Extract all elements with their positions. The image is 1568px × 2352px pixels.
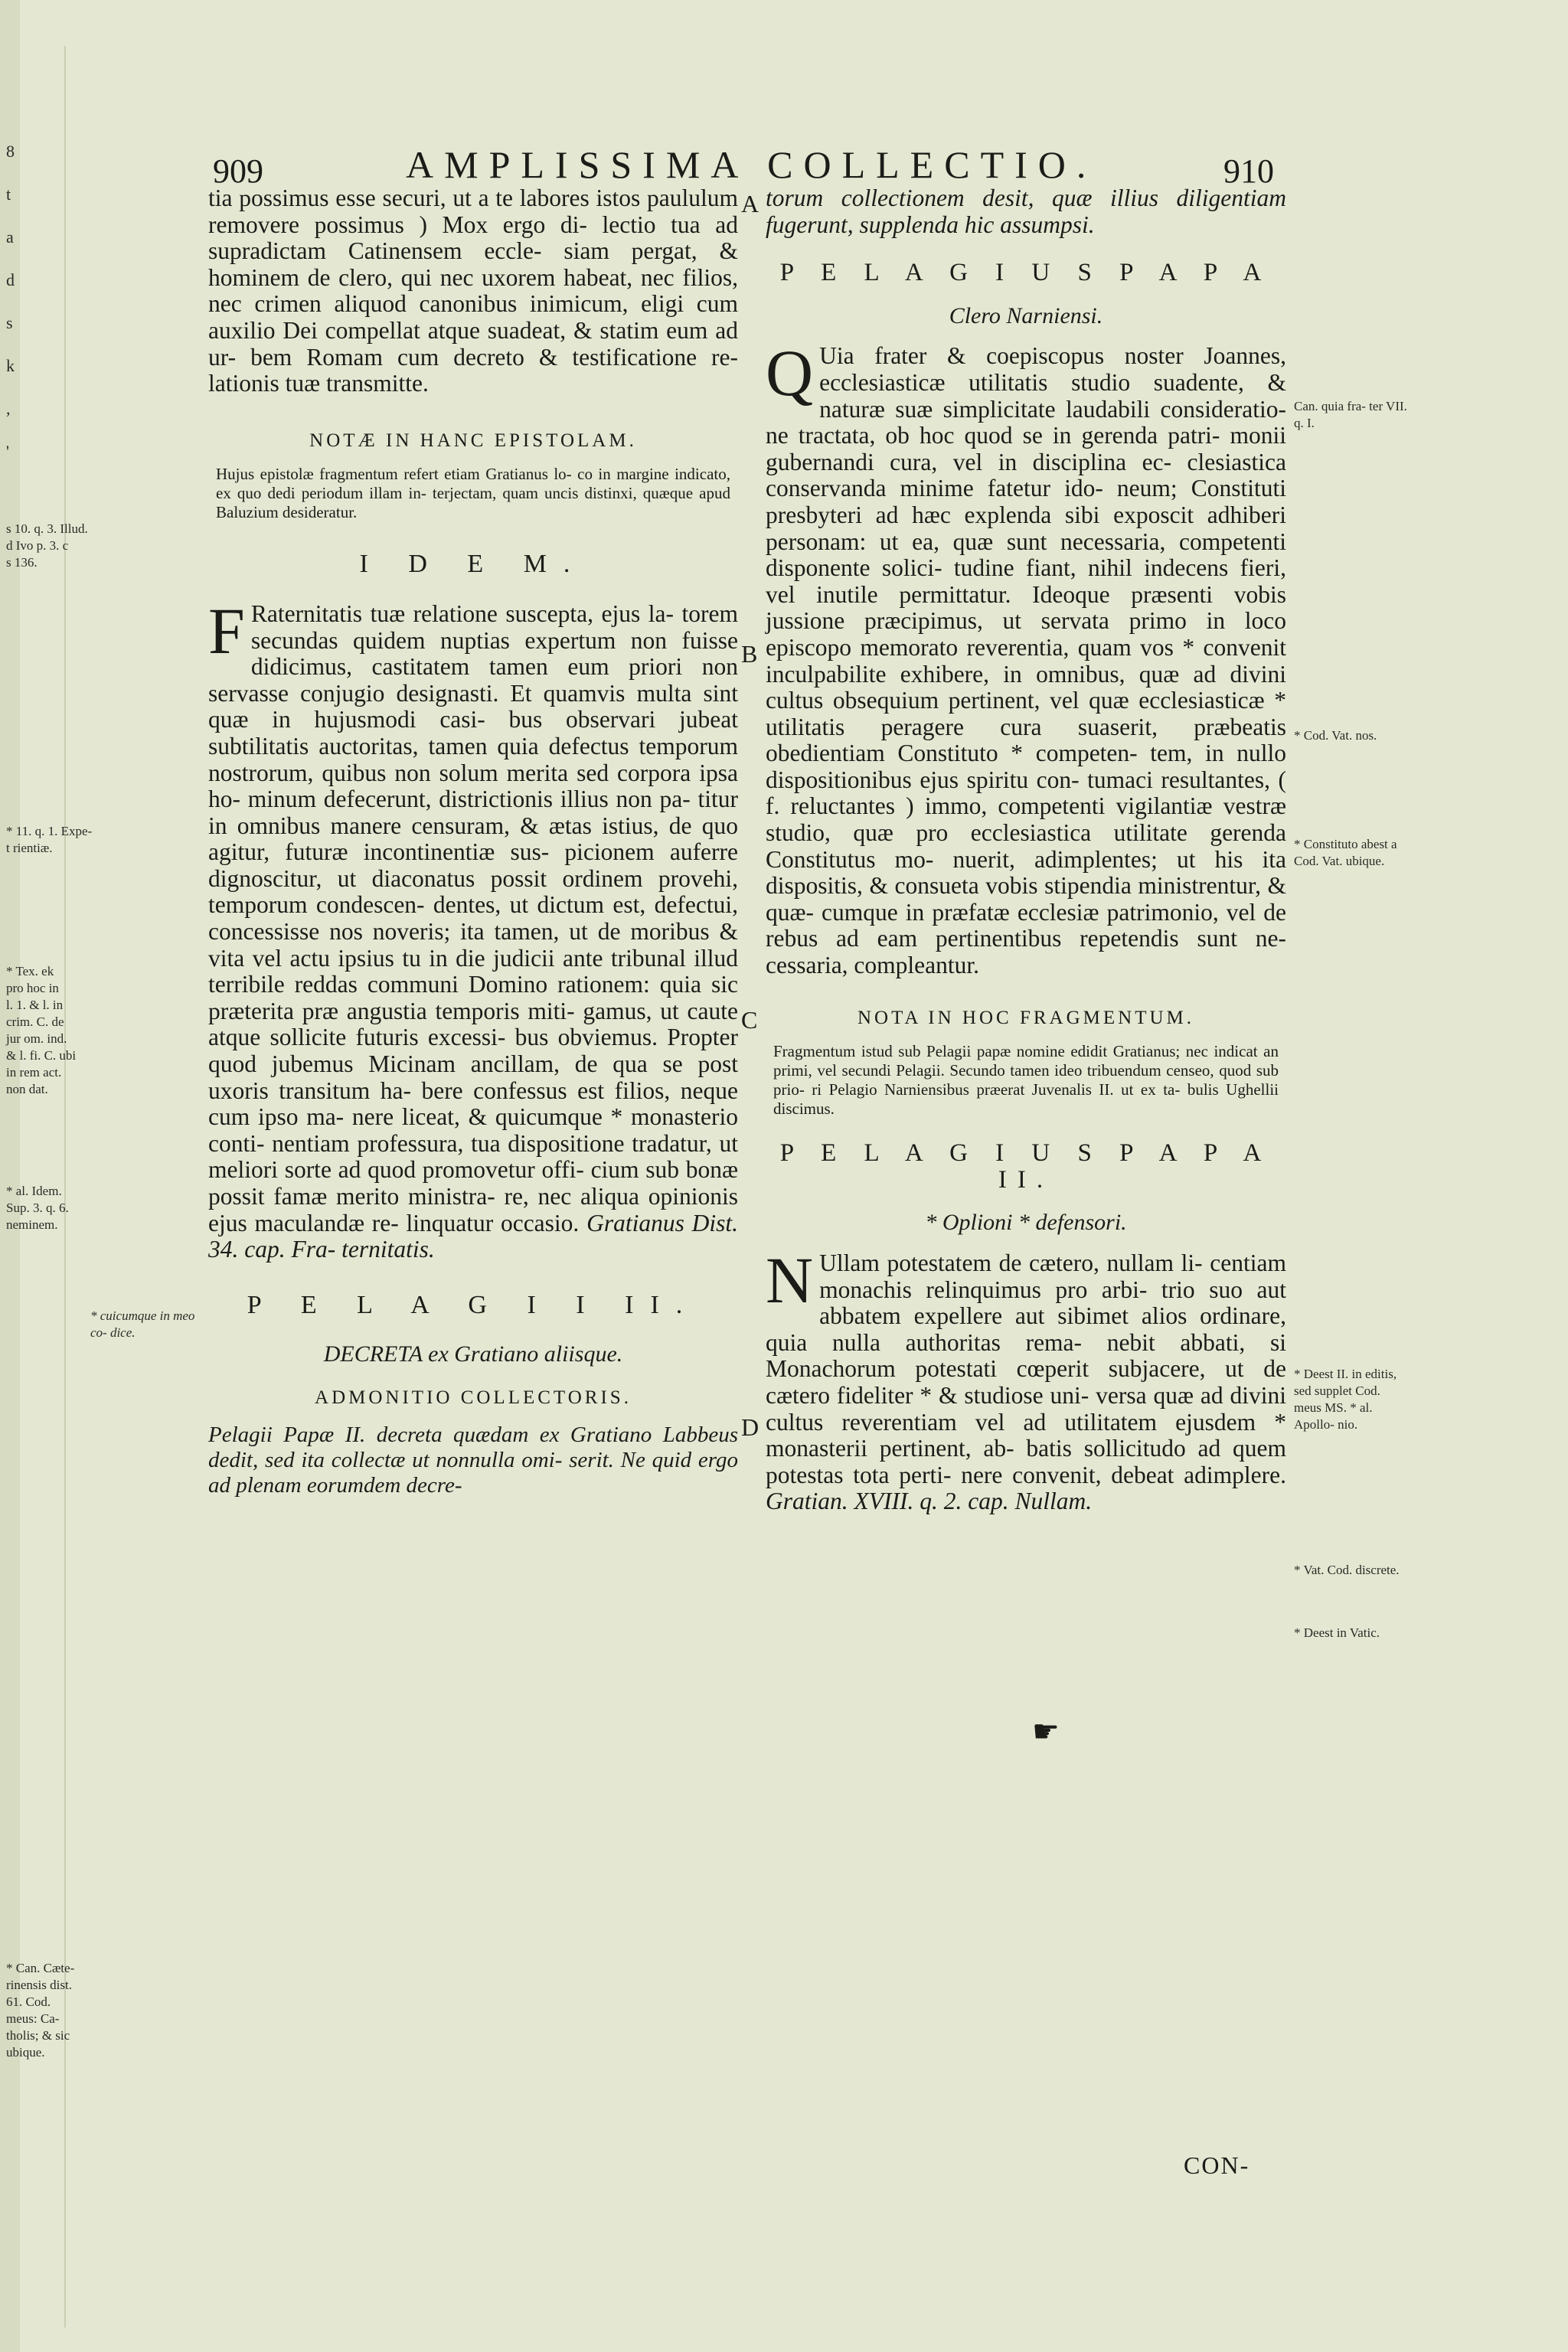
right-para-2-cite: Gratian. XVIII. q. 2. cap. Nullam. <box>766 1488 1093 1515</box>
page-number-left: 909 <box>213 152 263 190</box>
right-para-2-text: Ullam potestatem de cætero, nullam li- centiam monachis relinquimus pro arbi- trio suo aut abbatem expellere aut sibimet alios ordinare, quia nulla authoritas rema- nebit abbati, si Monachorum potestati cœperit subjacere, ut de cætero fideliter * & studiose uni- versa quæ ad divini cultus reverentiam vel ad utilitatem ejusdem * monasterii pertinent, ab- batis sollicitudo ad quem potestas tota perti- nere convenit, debeat adimplere. <box>766 1250 1286 1488</box>
left-column <box>208 185 738 1498</box>
edge-note-1: s 10. q. 3. Illud. d Ivo p. 3. c s 136. <box>6 521 88 570</box>
margin-note-2: * Cod. Vat. nos. <box>1294 728 1377 743</box>
edge-note-3: * Tex. ek pro hoc in l. 1. & l. in crim. C. de jur om. ind. & l. fi. C. ubi in rem act. non dat. <box>6 964 77 1096</box>
catchword: CON- <box>1184 2151 1250 2179</box>
left-para-2 <box>208 593 739 1263</box>
right-para-1-text: Uia frater & coepiscopus noster Joannes, ecclesiasticæ utilitatis studio suadente, & naturæ suæ simplicitate laudabili consideratio- ne tractata, ob hoc quod se in gerenda patri- monii gubernandi cura, vel in disciplina ec- clesiastica conservanda minime fatetur ido- neum; Constituti presbyteri ad hæc explenda sibi exposcit adhiberi personam: ut ea, quæ sunt necessaria, competenti disponente solici- tudine fiant, nihil indecens fieri, vel inutile permittatur. Ideoque præsenti vobis jussione præcipimus, ut servata primo in loco episcopo memorato reverentia, quam vos * convenit inculpabilite exhibere, in omnibus, quæ ad divini cultus obsequium pertinent, vel quæ ecclesiasticæ * utilitatis peragere cura suaserit, præbeatis obedientiam Constituto * competen- tem, in nullo dispositionibus ejus spiritu con- tumaci resultantes, ( f. reluctantes ) immo, competenti vigilantiæ vestræ studio, quæ pro ecclesiastica utilitate gerenda Constitutus mo- nuerit, adimplentes; ut his ita dispositis, & consueta vobis stipendia ministrentur, & quæ- cumque in præfatæ ecclesiæ patrimonio, vel de rebus ad eam pertinentibus repetendis sunt ne- cessaria, compleantur. <box>766 342 1286 979</box>
section-letter-a: A <box>741 190 760 217</box>
left-para-2-text: Raternitatis tuæ relatione suscepta, ejus la- torem secundas quidem nuptias expertum non fuisse didicimus, castitatem tamen eum priori non servasse conjugio designasti. Et quamvis multa sint quæ in hujusmodi casi- bus observari jubeat subtilitatis auctoritas, tamen quia defectus temporum nostrorum, quibus non solum merita sed corpora ipsa ho- minum defecerunt, districtionis illius non pa- titur in omnibus manere censuram, & ætas istius, de quo agitur, futuræ incontinentiæ sus- picionem auferre dignoscitur, ut diaconatus possit ordinem provehi, temporum condescen- dentes, ut dictum est, defectui, concessisse nos noveris; ita tamen, ut de moribus & vita vel actu ipsius tu in die judicii ante tribunal illud terribile reddas communi Domino rationem: quia sic præterita præ angustia temporis miti- gamus, ut caute atque sollicite futuris excessi- bus obviemus. Propter quod jubemus Micinam ancillam, de qua se post uxoris transitum ha- bere confessus est filios, neque cum ipso ma- nere liceat, & quicumque * monasterio conti- nentiam professura, tua dispositione tradatur, ut meliori sorte ad quod promovetur offi- cium sub bonæ possit famæ merito ministra- re, nec aliqua opinionis ejus maculandæ re- linquatur occasio. <box>208 599 738 1236</box>
nota-text: Fragmentum istud sub Pelagii papæ nomine edidit Gratianus; nec indicat an primi, vel secundi Pelagii. Secundo tamen ideo tribuendum censeo, quod sub prio- ri Pelagio Narniensibus præerat Juvenalis II. ut ex ta- bulis Ughellii discimus. <box>773 1042 1279 1119</box>
drop-cap-q: Q <box>766 336 814 410</box>
section-letter-c: C <box>741 1006 758 1034</box>
oplioni-sub: * Oplioni * defensori. <box>925 1210 1127 1236</box>
margin-note-3: * Constituto abest a Cod. Vat. ubique. <box>1294 837 1397 868</box>
right-para-1 <box>766 336 1286 979</box>
left-para-1: tia possimus esse securi, ut a te labores istos paululum removere possimus ) Mox ergo di- lectio tua ad supradictam Catinensem eccle- siam pergat, & hominem de clero, qui nec uxorem habeat, nec filios, nec crimen aliquod canonibus inimicum, eligi cum auxilio Dei compellat atque suadeat, & statim eum ad ur- bem Romam cum decreto & testificatione re- lationis tuæ transmitte. <box>208 185 738 397</box>
left-para-2-cite: Gratianus Dist. 34. cap. Fra- ternitatis. <box>208 1209 739 1263</box>
nota-heading: NOTA IN HOC FRAGMENTUM. <box>857 1007 1194 1028</box>
running-head: AMPLISSIMA COLLECTIO. <box>406 143 1097 186</box>
section-letter-b: B <box>741 640 758 668</box>
admonitio-heading: ADMONITIO COLLECTORIS. <box>315 1387 632 1408</box>
margin-note-5: * Vat. Cod. discrete. <box>1294 1563 1400 1577</box>
pelagius2-heading: P E L A G I U S P A P A II. <box>779 1139 1272 1194</box>
clero-sub: Clero Narniensi. <box>949 302 1103 328</box>
section-letter-d: D <box>741 1413 760 1441</box>
edge-note-5: * Can. Cæte- rinensis dist. 61. Cod. meus: Ca- tholis; & sic ubique. <box>6 1961 75 2060</box>
margin-note-1: Can. quia fra- ter VII. q. I. <box>1294 399 1407 430</box>
idem-heading: I D E M. <box>359 550 587 579</box>
drop-cap-f: F <box>208 593 245 668</box>
right-cont-text: torum collectionem desit, quæ illius diligentiam fugerunt, supplenda hic assumpsi. <box>766 185 1286 238</box>
decreta-heading: DECRETA ex Gratiano aliisque. <box>323 1341 623 1367</box>
pelagii-heading: P E L A G I I II. <box>247 1290 700 1319</box>
edge-note-2: * 11. q. 1. Expe- t rientiæ. <box>6 824 93 855</box>
edge-note-4: * al. Idem. Sup. 3. q. 6. neminem. <box>6 1184 69 1232</box>
page-number-right: 910 <box>1223 152 1274 190</box>
pelagius-heading: P E L A G I U S P A P A <box>779 259 1272 287</box>
margin-note-4: * Deest II. in editis, sed supplet Cod. meus MS. * al. Apollo- nio. <box>1294 1367 1397 1432</box>
notae-text: Hujus epistolæ fragmentum refert etiam Gratianus lo- co in margine indicato, ex quo dedi periodum illam in- terjectam, quam uncis distinxi, quæque apud Baluzium desideratur. <box>216 465 730 522</box>
drop-cap-n: N <box>766 1243 814 1317</box>
edge-letters: 8 t a d s k , ' <box>6 142 15 461</box>
right-column <box>766 185 1286 1515</box>
margin-note-6: * Deest in Vatic. <box>1294 1625 1380 1640</box>
inner-margin-note: * cuicumque in meo co- dice. <box>90 1308 195 1340</box>
notae-heading: NOTÆ IN HANC EPISTOLAM. <box>309 430 637 451</box>
hand-ornament-icon: ☛ <box>1032 1714 1060 1749</box>
admonitio-text: Pelagii Papæ II. decreta quædam ex Gratiano Labbeus dedit, sed ita collectæ ut nonnulla omi- serit. Ne quid ergo ad plenam eorumdem decre- <box>208 1422 738 1498</box>
right-para-2 <box>766 1243 1286 1515</box>
